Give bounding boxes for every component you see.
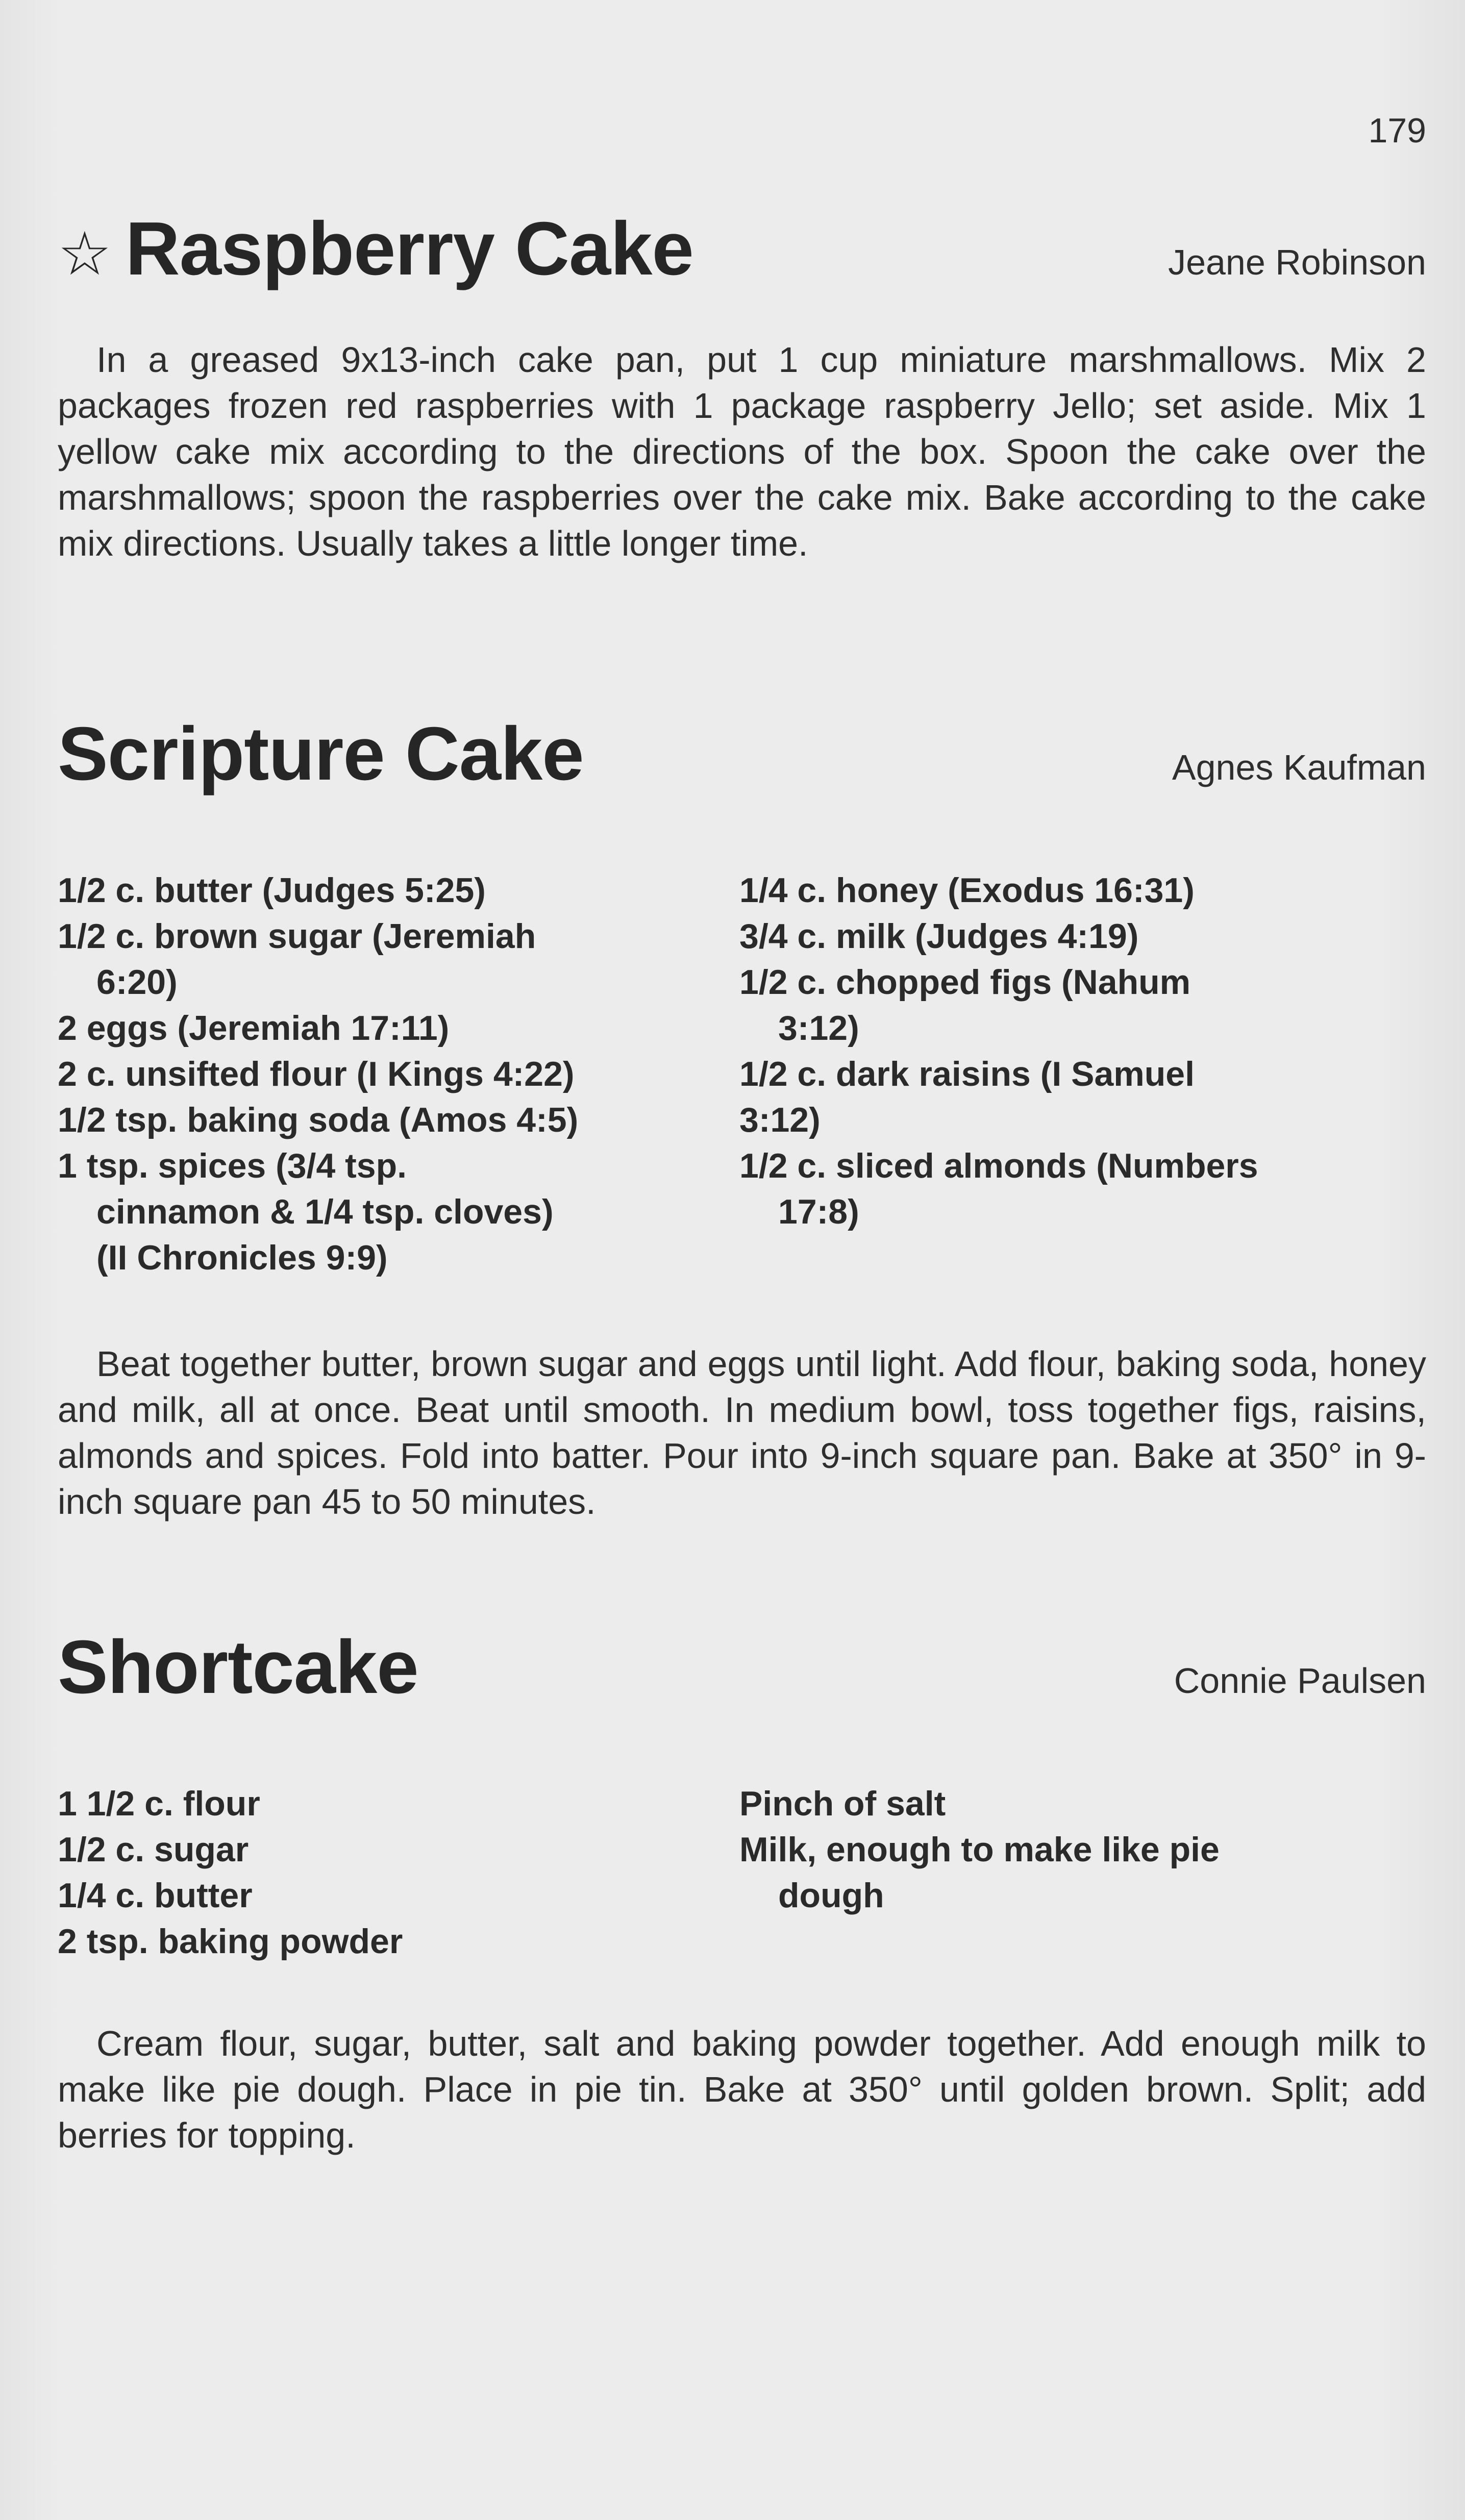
recipe-author: Agnes Kaufman xyxy=(1172,747,1426,787)
ingredient-line-continued: 3:12) xyxy=(778,1009,859,1048)
recipe-raspberry-cake xyxy=(58,209,1426,566)
ingredients-column-right xyxy=(739,1781,1421,1964)
ingredient-line-continued: cinnamon & 1/4 tsp. cloves) xyxy=(96,1192,554,1232)
ingredient-line-continued: dough xyxy=(778,1876,884,1915)
recipe-header xyxy=(58,712,1426,796)
page-number: 179 xyxy=(1368,111,1426,150)
ingredient-line-continued: 3:12) xyxy=(739,1101,821,1140)
recipe-title-text: Raspberry Cake xyxy=(125,207,693,291)
ingredient-line: 1/4 c. butter xyxy=(58,1876,253,1915)
ingredient-line: 2 c. unsifted flour (I Kings 4:22) xyxy=(58,1055,575,1094)
recipe-directions-text: Cream flour, sugar, butter, salt and baking powder together. Add enough milk to make like pie dough. Place in pie tin. Bake at 350° until golden brown. Split; add berries for topping. xyxy=(58,2024,1426,2156)
recipe-shortcake xyxy=(58,1625,1426,2158)
ingredient-line-continued: 17:8) xyxy=(778,1192,859,1232)
recipe-author: Jeane Robinson xyxy=(1168,242,1426,282)
ingredient-line: 1/2 c. brown sugar (Jeremiah xyxy=(58,917,536,956)
ingredient-line: 1/2 c. sugar xyxy=(58,1830,249,1869)
ingredient-line: 3/4 c. milk (Judges 4:19) xyxy=(739,917,1139,956)
recipe-scripture-cake xyxy=(58,714,1426,1525)
recipe-header xyxy=(58,207,1426,291)
star-icon: ☆ xyxy=(58,220,111,288)
recipe-directions xyxy=(58,337,1426,566)
ingredient-line: 2 eggs (Jeremiah 17:11) xyxy=(58,1009,450,1048)
ingredient-line-continued: 6:20) xyxy=(96,963,178,1002)
ingredient-line: Pinch of salt xyxy=(739,1784,946,1824)
ingredient-line: 1 tsp. spices (3/4 tsp. xyxy=(58,1146,407,1186)
recipe-directions xyxy=(58,1341,1426,1525)
ingredient-line: 1/2 c. dark raisins (I Samuel xyxy=(739,1055,1195,1094)
recipe-directions-text: Beat together butter, brown sugar and eggs until light. Add flour, baking soda, honey and milk, all at once. Beat until smooth. In medium bowl, toss together figs, raisins, almonds and spices. Fold into batter. Pour into 9-inch square pan. Bake at 350° in 9-inch square pan 45 to 50 minutes. xyxy=(58,1344,1426,1522)
ingredients-column-left xyxy=(58,1781,739,1964)
recipe-author: Connie Paulsen xyxy=(1174,1661,1426,1701)
recipe-title xyxy=(58,207,693,291)
ingredient-line: 1/4 c. honey (Exodus 16:31) xyxy=(739,871,1195,910)
recipe-directions-text: In a greased 9x13-inch cake pan, put 1 cup miniature marshmallows. Mix 2 packages frozen red raspberries with 1 package raspberry Jello; set aside. Mix 1 yellow cake mix according to the directions of the box. Spoon the cake over the marshmallows; spoon the raspberries over the cake mix. Bake according to the cake mix directions. Usually takes a little longer time. xyxy=(58,340,1426,564)
ingredient-line: Milk, enough to make like pie xyxy=(739,1830,1220,1869)
ingredients-list xyxy=(58,1781,1426,1964)
ingredient-line: 1 1/2 c. flour xyxy=(58,1784,260,1824)
recipe-directions xyxy=(58,2020,1426,2158)
ingredients-column-left xyxy=(58,867,739,1281)
ingredients-column-right xyxy=(739,867,1421,1281)
recipe-title: Scripture Cake xyxy=(58,712,584,796)
recipe-header xyxy=(58,1625,1426,1709)
ingredient-line: 1/2 c. sliced almonds (Numbers xyxy=(739,1146,1258,1186)
ingredient-line: 1/2 tsp. baking soda (Amos 4:5) xyxy=(58,1101,579,1140)
ingredient-line: 1/2 c. chopped figs (Nahum xyxy=(739,963,1191,1002)
recipe-title: Shortcake xyxy=(58,1625,418,1709)
ingredients-list xyxy=(58,867,1426,1281)
ingredient-line: 2 tsp. baking powder xyxy=(58,1922,403,1961)
ingredient-line-continued: (II Chronicles 9:9) xyxy=(96,1238,388,1278)
ingredient-line: 1/2 c. butter (Judges 5:25) xyxy=(58,871,486,910)
